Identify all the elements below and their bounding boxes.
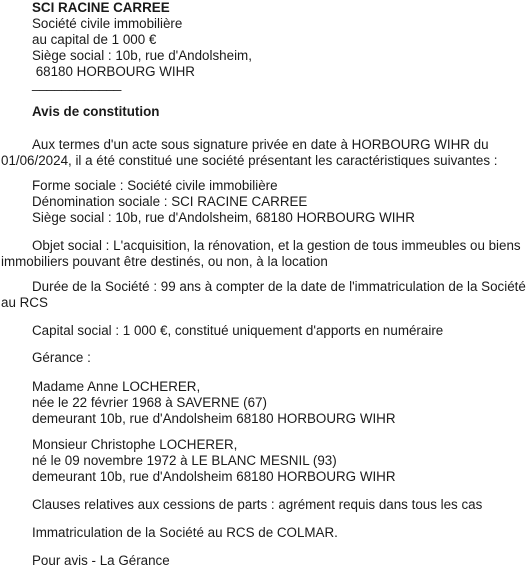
manager-2-birth: né le 09 novembre 1972 à LE BLANC MESNIL (93) <box>32 453 337 468</box>
duration-line-1: Durée de la Société : 99 ans à compter de la date de l'immatriculation de la Société <box>32 279 526 294</box>
closing-signature: Pour avis - La Gérance <box>32 553 170 568</box>
purpose-line-1: Objet social : L'acquisition, la rénovation, et la gestion de tous immeubles ou biens <box>32 238 521 253</box>
capital-field: Capital social : 1 000 €, constitué uniquement d'apports en numéraire <box>32 323 444 338</box>
company-capital: au capital de 1 000 € <box>32 32 157 47</box>
denomination-field: Dénomination sociale : SCI RACINE CARREE <box>32 194 308 209</box>
company-seat: Siège social : 10b, rue d'Andolsheim, <box>32 48 252 63</box>
company-legal-form: Société civile immobilière <box>32 16 183 31</box>
manager-1-birth: née le 22 février 1968 à SAVERNE (67) <box>32 395 267 410</box>
clauses-field: Clauses relatives aux cessions de parts : agrément requis dans tous les cas <box>32 497 483 512</box>
form-field: Forme sociale : Société civile immobilière <box>32 178 278 193</box>
company-name: SCI RACINE CARREE <box>32 0 170 15</box>
intro-line-2: 01/06/2024, il a été constitué une société présentant les caractéristiques suivantes : <box>1 153 498 168</box>
seat-field: Siège social : 10b, rue d'Andolsheim, 68180 HORBOURG WIHR <box>32 210 415 225</box>
intro-line-1: Aux termes d'un acte sous signature privée en date à HORBOURG WIHR du <box>32 137 489 152</box>
duration-line-2: au RCS <box>1 295 48 310</box>
registration-field: Immatriculation de la Société au RCS de COLMAR. <box>32 525 338 540</box>
management-label: Gérance : <box>32 350 91 365</box>
purpose-line-2: immobiliers pouvant être destinés, ou non, à la location <box>1 254 328 269</box>
separator-line: ____________ <box>32 76 122 91</box>
manager-2-name: Monsieur Christophe LOCHERER, <box>32 437 238 452</box>
manager-2-address: demeurant 10b, rue d'Andolsheim 68180 HORBOURG WIHR <box>32 469 396 484</box>
manager-1-name: Madame Anne LOCHERER, <box>32 379 201 394</box>
manager-1-address: demeurant 10b, rue d'Andolsheim 68180 HORBOURG WIHR <box>32 411 396 426</box>
company-city: 68180 HORBOURG WIHR <box>32 64 195 79</box>
notice-title: Avis de constitution <box>32 104 160 119</box>
